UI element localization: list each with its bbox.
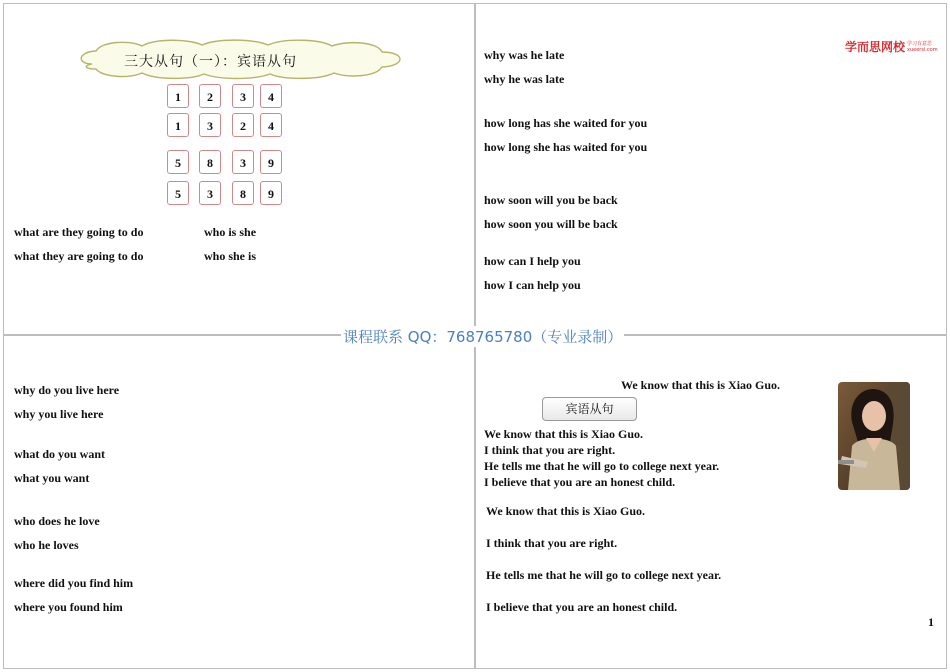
xueersi-logo bbox=[845, 38, 938, 55]
portrait-image bbox=[838, 382, 910, 490]
sentence-line: why he was late bbox=[484, 72, 565, 86]
sentence-line: We know that this is Xiao Guo. bbox=[484, 427, 644, 441]
cloud-title-banner bbox=[72, 38, 408, 80]
sentence-line: I think that you are right. bbox=[484, 443, 616, 457]
sentence-line: how long has she waited for you bbox=[484, 116, 648, 130]
number-box: 3 bbox=[199, 181, 221, 205]
logo-subtext-line: xueersi.com bbox=[907, 46, 938, 53]
sentence-line: why you live here bbox=[14, 407, 104, 421]
character-photo bbox=[838, 382, 910, 490]
sentence-line: what they are going to do bbox=[14, 249, 144, 263]
sentence-line: who he loves bbox=[14, 538, 79, 552]
number-box: 4 bbox=[260, 84, 282, 108]
sentence-line: We know that this is Xiao Guo. bbox=[486, 504, 646, 518]
logo-text: 学而思网校 bbox=[845, 40, 906, 54]
sentence-line: I think that you are right. bbox=[486, 536, 618, 550]
sentence-line: how soon you will be back bbox=[484, 217, 618, 231]
sentence-line: who does he love bbox=[14, 514, 100, 528]
number-box: 3 bbox=[232, 150, 254, 174]
number-box: 1 bbox=[167, 84, 189, 108]
sentence-line: where did you find him bbox=[14, 576, 134, 590]
page-number: 1 bbox=[928, 615, 934, 629]
sentence-line: He tells me that he will go to college next year. bbox=[484, 459, 720, 473]
number-box: 9 bbox=[260, 181, 282, 205]
sentence-line: why was he late bbox=[484, 48, 565, 62]
number-box: 2 bbox=[232, 113, 254, 137]
sentence-line: how long she has waited for you bbox=[484, 140, 648, 154]
sentence-line: how I can help you bbox=[484, 278, 581, 292]
logo-subtext bbox=[907, 41, 938, 53]
sentence-line: I believe that you are an honest child. bbox=[486, 600, 678, 614]
number-box: 3 bbox=[199, 113, 221, 137]
sentence-line: where you found him bbox=[14, 600, 123, 614]
logo-subtext-line: 学习有意思 bbox=[907, 40, 933, 47]
number-box: 1 bbox=[167, 113, 189, 137]
number-box: 4 bbox=[260, 113, 282, 137]
sentence-line: how soon will you be back bbox=[484, 193, 618, 207]
contact-watermark: 课程联系 QQ：768765780（专业录制） bbox=[343, 328, 623, 346]
sentence-line: what do you want bbox=[14, 447, 106, 461]
sentence-line: what are they going to do bbox=[14, 225, 144, 239]
sentence-line: who she is bbox=[204, 249, 257, 263]
sentence-line: how can I help you bbox=[484, 254, 581, 268]
page-title: 三大从句（一）：宾语从句 bbox=[124, 54, 297, 70]
sentence-line: what you want bbox=[14, 471, 90, 485]
number-box: 8 bbox=[232, 181, 254, 205]
sentence-line: I believe that you are an honest child. bbox=[484, 475, 676, 489]
number-box: 5 bbox=[167, 181, 189, 205]
number-box: 5 bbox=[167, 150, 189, 174]
number-box: 9 bbox=[260, 150, 282, 174]
section-label: 宾语从句 bbox=[542, 397, 637, 421]
sentence-line: who is she bbox=[204, 225, 257, 239]
slide-heading: We know that this is Xiao Guo. bbox=[621, 378, 781, 392]
number-box: 2 bbox=[199, 84, 221, 108]
sentence-line: why do you live here bbox=[14, 383, 120, 397]
sentence-line: He tells me that he will go to college next year. bbox=[486, 568, 722, 582]
number-box: 8 bbox=[199, 150, 221, 174]
number-box: 3 bbox=[232, 84, 254, 108]
